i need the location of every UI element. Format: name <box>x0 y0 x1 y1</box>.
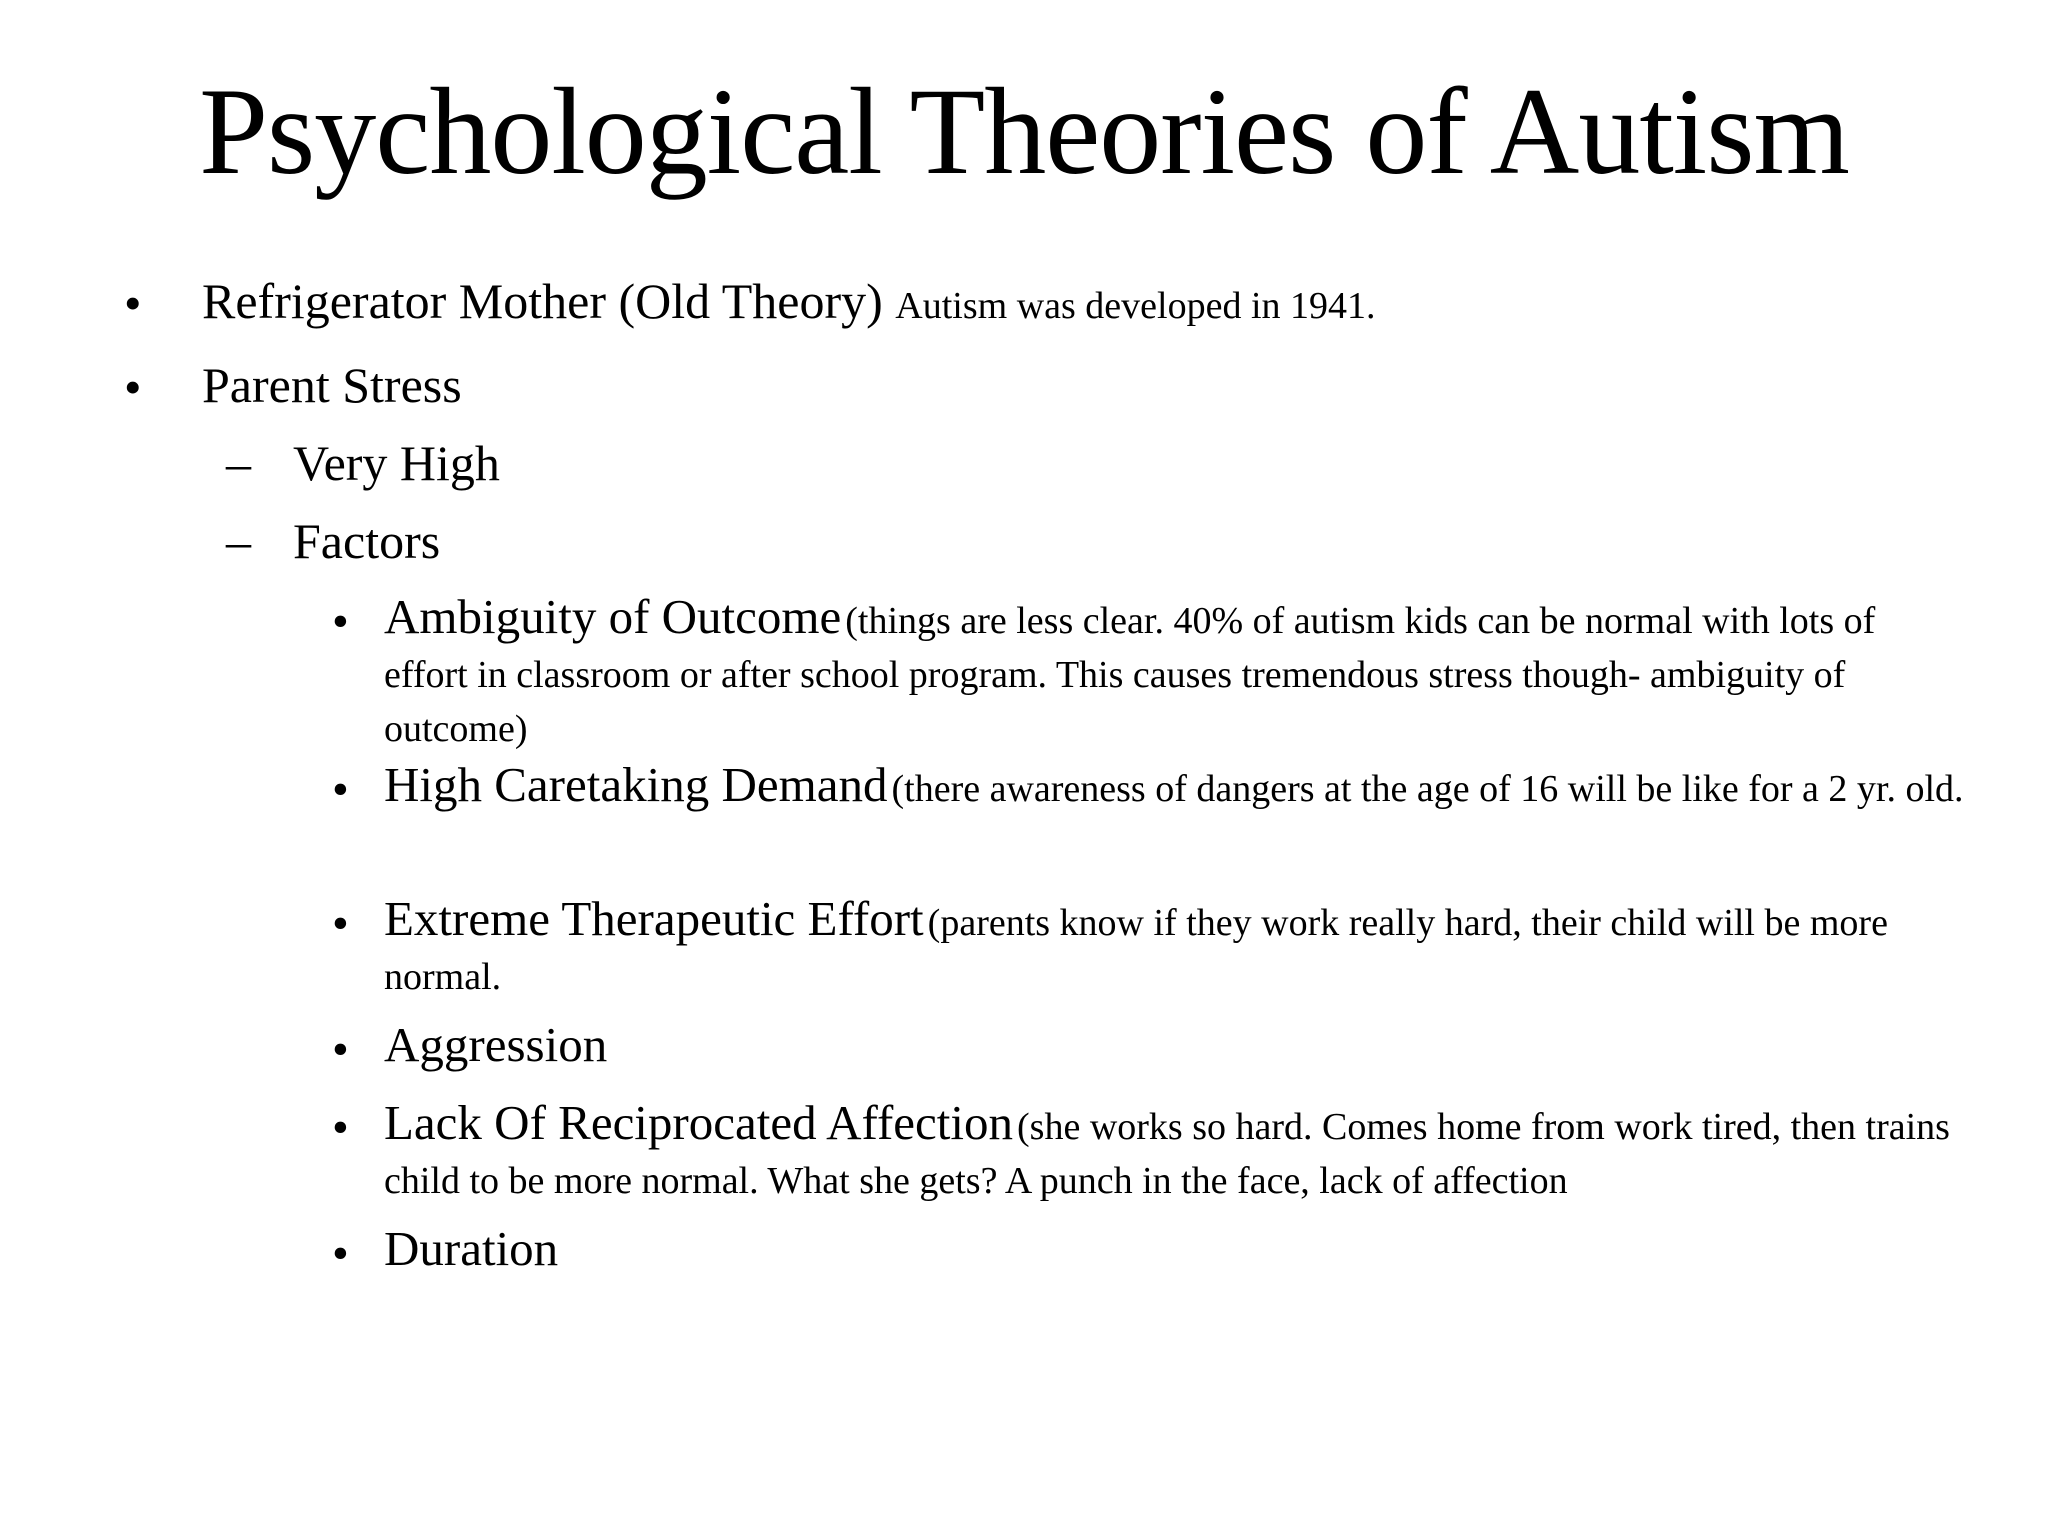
factor-note: (parents know if they work really hard, their child will be more normal. <box>384 902 1888 998</box>
item-note: Autism was developed in 1941. <box>895 285 1376 327</box>
dash-marker: – <box>226 513 251 569</box>
bullet-marker: • <box>124 359 142 415</box>
bullet-marker: • <box>332 1023 349 1076</box>
item-label: Parent Stress <box>202 357 462 413</box>
slide-title: Psychological Theories of Autism <box>199 63 1849 200</box>
subitem-label: Very High <box>293 435 500 491</box>
bullet-marker: • <box>124 275 142 331</box>
item-label: Refrigerator Mother (Old Theory) <box>202 273 883 329</box>
dash-marker: – <box>226 435 251 491</box>
subitem-label: Factors <box>293 513 441 569</box>
factor-label: Aggression <box>384 1017 608 1072</box>
factor-label: Duration <box>384 1221 559 1276</box>
factor-label: Lack Of Reciprocated Affection <box>384 1095 1014 1150</box>
factor-note: (there awareness of dangers at the age of 16 will be like for a 2 yr. old. <box>891 768 1964 810</box>
factor-label: Ambiguity of Outcome <box>384 589 842 644</box>
factor-note: (things are less clear. 40% of autism kids can be normal with lots of effort in classroom or after school program. This causes tremendous stress though- ambiguity of outcome) <box>384 600 1876 750</box>
factor-label: Extreme Therapeutic Effort <box>384 891 924 946</box>
bullet-marker: • <box>332 1101 349 1154</box>
bullet-marker: • <box>332 763 349 816</box>
factor-label: High Caretaking Demand <box>384 757 888 812</box>
bullet-marker: • <box>332 1227 349 1280</box>
bullet-marker: • <box>332 897 349 950</box>
bullet-marker: • <box>332 595 349 648</box>
factor-note: (she works so hard. Comes home from work tired, then trains child to be more normal. What she gets? A punch in the face, lack of affection <box>384 1106 1950 1202</box>
